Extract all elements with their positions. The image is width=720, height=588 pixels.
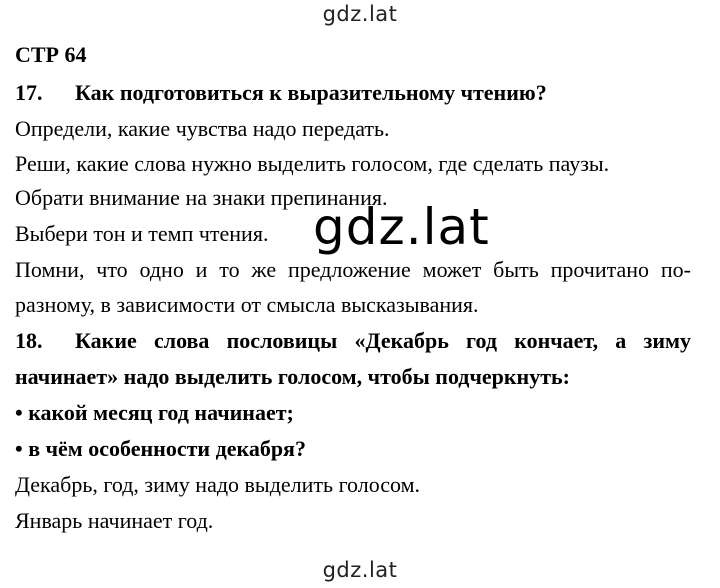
answer-17-line-1: Определи, какие чувства надо передать. xyxy=(15,116,390,141)
question-17 xyxy=(15,82,547,104)
answer-17-line-2: Реши, какие слова нужно выделить голосом, где сделать паузы. xyxy=(15,151,610,176)
answer-17-line-5: Помни, что одно и то же предложение может быть прочитано по- xyxy=(15,257,691,282)
answer-17-line-4: Выбери тон и темп чтения. xyxy=(15,221,269,246)
watermark-top: gdz.lat xyxy=(322,2,398,26)
question-18-line-2: начинает» надо выделить голосом, чтобы подчеркнуть: xyxy=(15,364,570,389)
question-17-number: 17. xyxy=(15,80,43,105)
question-18-bullet-1: • какой месяц год начинает; xyxy=(15,400,294,425)
question-18-text-1: Какие слова пословицы «Декабрь год кончает, а зиму xyxy=(75,328,691,353)
watermark-bottom: gdz.lat xyxy=(322,558,398,582)
page-heading: СТР 64 xyxy=(15,42,87,67)
answer-17-line-6: разному, в зависимости от смысла высказывания. xyxy=(15,292,479,317)
answer-18-line-1: Декабрь, год, зиму надо выделить голосом. xyxy=(15,472,421,497)
question-17-text: Как подготовиться к выразительному чтению? xyxy=(75,80,547,105)
question-18-line-1 xyxy=(15,330,691,352)
watermark-center: gdz.lat xyxy=(313,198,490,256)
answer-18-line-2: Январь начинает год. xyxy=(15,508,214,533)
question-18-bullet-2: • в чём особенности декабря? xyxy=(15,436,306,461)
answer-17-line-3: Обрати внимание на знаки препинания. xyxy=(15,185,388,210)
question-18-number: 18. xyxy=(15,328,43,353)
